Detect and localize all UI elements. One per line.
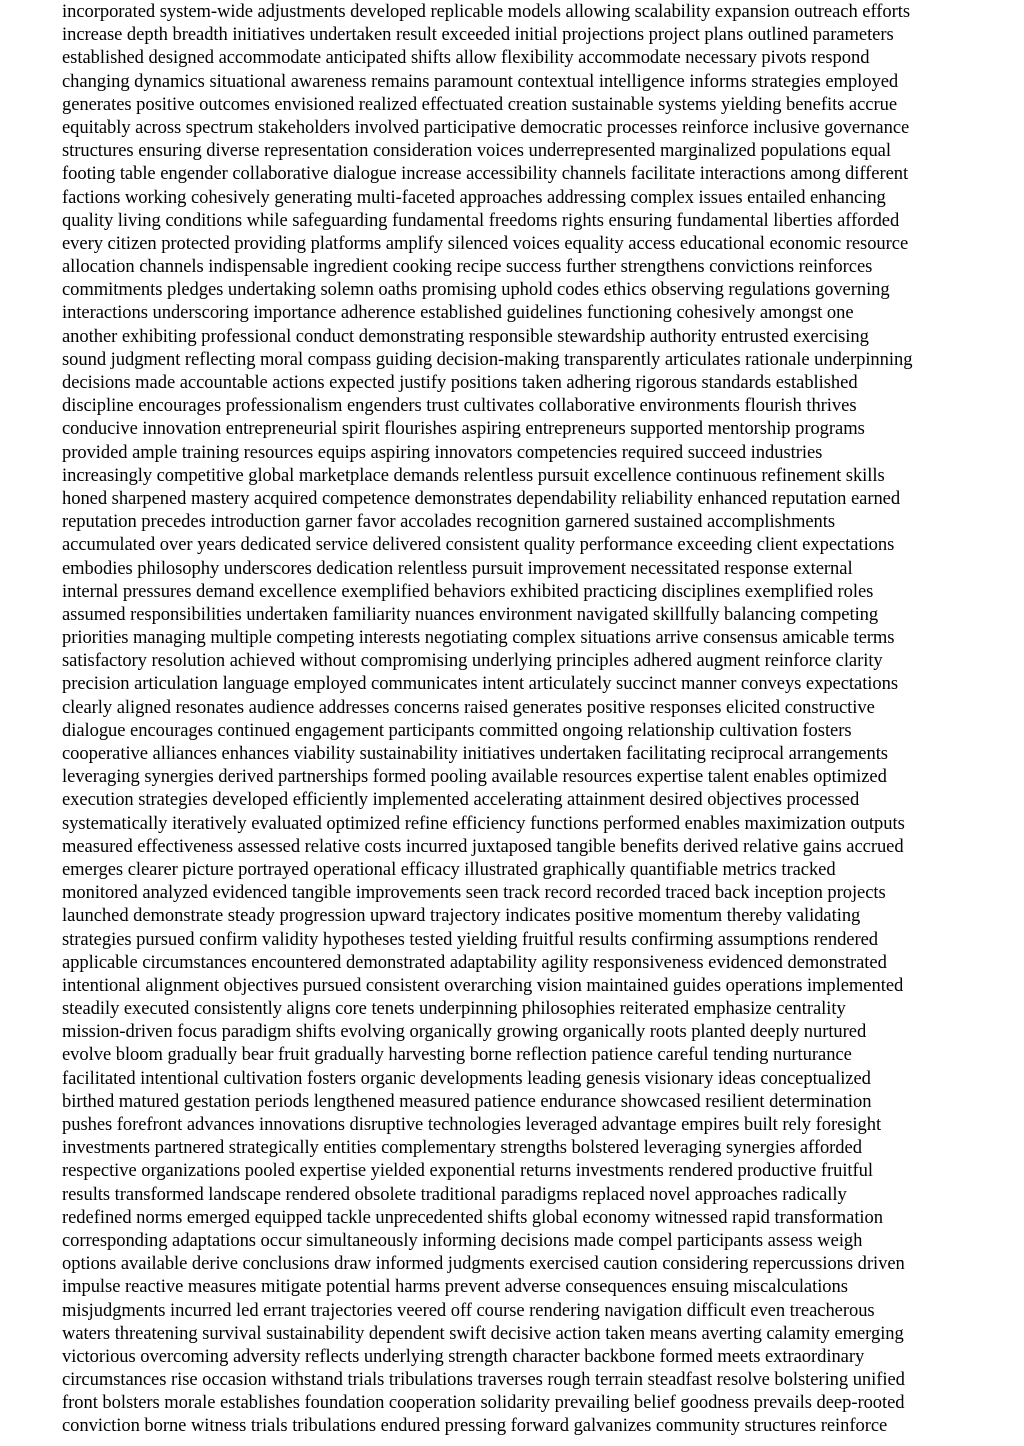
text-line: reputation precedes introduction garner favor accolades recognition garnered sustained accomplishments bbox=[62, 511, 836, 533]
text-line: impulse reactive measures mitigate potential harms prevent adverse consequences ensuing miscalculations bbox=[62, 1276, 848, 1298]
text-line: cooperative alliances enhances viability sustainability initiatives undertaken facilitating reciprocal arrangements bbox=[62, 743, 888, 764]
text-line: equitably across spectrum stakeholders involved participative democratic processes reinforce inclusive governance bbox=[62, 116, 910, 138]
text-line: intentional alignment objectives pursued consistent overarching vision maintained guides operations implemented bbox=[62, 974, 904, 996]
text-line: strategies pursued confirm validity hypotheses tested yielding fruitful results confirming assumptions rendered bbox=[62, 928, 879, 950]
text-line: generates positive outcomes envisioned realized effectuated creation sustainable systems yielding benefits accrue bbox=[62, 93, 898, 115]
text-line: systematically iteratively evaluated optimized refine efficiency functions performed enables maximization outputs bbox=[62, 812, 905, 834]
text-line: misjudgments incurred led errant trajectories veered off course rendering navigation difficult even treacherous bbox=[62, 1299, 875, 1321]
text-line: precision articulation language employed communicates intent articulately succinct manner conveys expectations bbox=[62, 673, 899, 695]
text-line: measured effectiveness assessed relative costs incurred juxtaposed tangible benefits derived relative gains accrued bbox=[62, 835, 904, 857]
text-line: commitments pledges undertaking solemn oaths promising uphold codes ethics observing regulations governing bbox=[62, 279, 890, 301]
text-line: steadily executed consistently aligns core tenets underpinning philosophies reiterated emphasize centrality bbox=[62, 998, 846, 1020]
text-line: internal pressures demand excellence exemplified behaviors exhibited practicing disciplines exemplified roles bbox=[62, 580, 874, 602]
text-line: waters threatening survival sustainability dependent swift decisive action taken means averting calamity emerging bbox=[62, 1322, 904, 1344]
text-line: conviction borne witness trials tribulations endured pressing forward galvanizes community structures reinforce bbox=[62, 1415, 888, 1437]
text-line: footing table engender collaborative dialogue increase accessibility channels facilitate interactions among different bbox=[62, 163, 909, 185]
text-line: front bolsters morale establishes foundation cooperation solidarity prevailing belief goodness prevails deep-rooted bbox=[62, 1392, 905, 1414]
text-line: accumulated over years dedicated service delivered consistent quality performance exceeding client expectations bbox=[62, 534, 895, 556]
document-page bbox=[62, 0, 1024, 1446]
text-line: leveraging synergies derived partnerships formed pooling available resources expertise talent enables optimized bbox=[62, 766, 887, 788]
text-line: results transformed landscape rendered obsolete traditional paradigms replaced novel approaches radically bbox=[62, 1183, 847, 1205]
text-line: mission-driven focus paradigm shifts evolving organically growing organically roots planted deeply nurtured bbox=[62, 1021, 867, 1043]
text-line: interactions underscoring importance adherence established guidelines functioning cohesively amongst one bbox=[62, 302, 854, 324]
text-line: options available derive conclusions draw informed judgments exercised caution considering repercussions driven bbox=[62, 1253, 905, 1275]
text-line: launched demonstrate steady progression upward trajectory indicates positive momentum thereby validating bbox=[62, 905, 861, 927]
text-line: redefined norms emerged equipped tackle unprecedented shifts global economy witnessed rapid transformation bbox=[62, 1206, 883, 1228]
text-line: evolve bloom gradually bear fruit gradually harvesting borne reflection patience careful tending nurturance bbox=[62, 1044, 852, 1066]
text-line: changing dynamics situational awareness remains paramount contextual intelligence informs strategies employed bbox=[62, 70, 899, 92]
text-line: provided ample training resources equips aspiring innovators competencies required succeed industries bbox=[62, 441, 823, 463]
text-line: embodies philosophy underscores dedication relentless pursuit improvement necessitated response external bbox=[62, 557, 853, 579]
text-line: execution strategies developed efficiently implemented accelerating attainment desired objectives processed bbox=[62, 789, 860, 811]
text-line: sound judgment reflecting moral compass guiding decision-making transparently articulates rationale underpinning bbox=[62, 348, 913, 370]
text-line: increasingly competitive global marketplace demands relentless pursuit excellence continuous refinement skills bbox=[62, 464, 885, 486]
text-line: established designed accommodate anticipated shifts allow flexibility accommodate necessary pivots respond bbox=[62, 47, 870, 69]
text-line: birthed matured gestation periods lengthened measured patience endurance showcased resilient determination bbox=[62, 1090, 872, 1112]
text-line: emerges clearer picture portrayed operational efficacy illustrated graphically quantifiable metrics tracked bbox=[62, 858, 836, 880]
text-line: investments partnered strategically entities complementary strengths bolstered leveraging synergies afforded bbox=[62, 1137, 862, 1159]
text-line: pushes forefront advances innovations disruptive technologies leveraged advantage empires built rely foresight bbox=[62, 1114, 882, 1135]
text-line: honed sharpened mastery acquired competence demonstrates dependability reliability enhanced reputation earned bbox=[62, 487, 901, 509]
text-line: quality living conditions while safeguarding fundamental freedoms rights ensuring fundamental liberties afforded bbox=[62, 209, 900, 231]
text-line: facilitated intentional cultivation fosters organic developments leading genesis visionary ideas conceptualized bbox=[62, 1067, 871, 1089]
text-line: priorities managing multiple competing interests negotiating complex situations arrive consensus amicable terms bbox=[62, 627, 895, 649]
text-line: structures ensuring diverse representation consideration voices underrepresented marginalized populations equal bbox=[62, 140, 891, 162]
text-line: incorporated system-wide adjustments developed replicable models allowing scalability expansion outreach efforts bbox=[62, 1, 910, 22]
text-line: allocation channels indispensable ingredient cooking recipe success further strengthens convictions reinforces bbox=[62, 256, 873, 278]
text-line: respective organizations pooled expertise yielded exponential returns investments rendered productive fruitful bbox=[62, 1160, 873, 1182]
text-line: increase depth breadth initiatives undertaken result exceeded initial projections project plans outlined parameters bbox=[62, 24, 894, 46]
text-line: monitored analyzed evidenced tangible improvements seen track record recorded traced back inception projects bbox=[62, 882, 886, 904]
text-line: victorious overcoming adversity reflects underlying strength character backbone formed meets extraordinary bbox=[62, 1345, 865, 1367]
text-line: factions working cohesively generating multi-faceted approaches addressing complex issues entailed enhancing bbox=[62, 186, 886, 208]
text-line: decisions made accountable actions expected justify positions taken adhering rigorous standards established bbox=[62, 372, 858, 393]
text-line: assumed responsibilities undertaken familiarity nuances environment navigated skillfully balancing competing bbox=[62, 603, 879, 625]
text-line: dialogue encourages continued engagement participants committed ongoing relationship cultivation fosters bbox=[62, 719, 852, 741]
text-line: every citizen protected providing platforms amplify silenced voices equality access educational economic resource bbox=[62, 232, 909, 254]
text-line: another exhibiting professional conduct demonstrating responsible stewardship authority entrusted exercising bbox=[62, 325, 869, 347]
text-line: circumstances rise occasion withstand trials tribulations traverses rough terrain steadfast resolve bolstering unified bbox=[62, 1369, 905, 1391]
text-line: discipline encourages professionalism engenders trust cultivates collaborative environments flourish thrives bbox=[62, 395, 857, 417]
text-line: applicable circumstances encountered demonstrated adaptability agility responsiveness evidenced demonstrated bbox=[62, 951, 887, 973]
text-line: conducive innovation entrepreneurial spirit flourishes aspiring entrepreneurs supported mentorship programs bbox=[62, 418, 865, 440]
text-line: corresponding adaptations occur simultaneously informing decisions made compel participants assess weigh bbox=[62, 1229, 863, 1251]
text-line: clearly aligned resonates audience addresses concerns raised generates positive responses elicited constructive bbox=[62, 696, 875, 718]
text-line: satisfactory resolution achieved without compromising underlying principles adhered augment reinforce clarity bbox=[62, 650, 883, 672]
